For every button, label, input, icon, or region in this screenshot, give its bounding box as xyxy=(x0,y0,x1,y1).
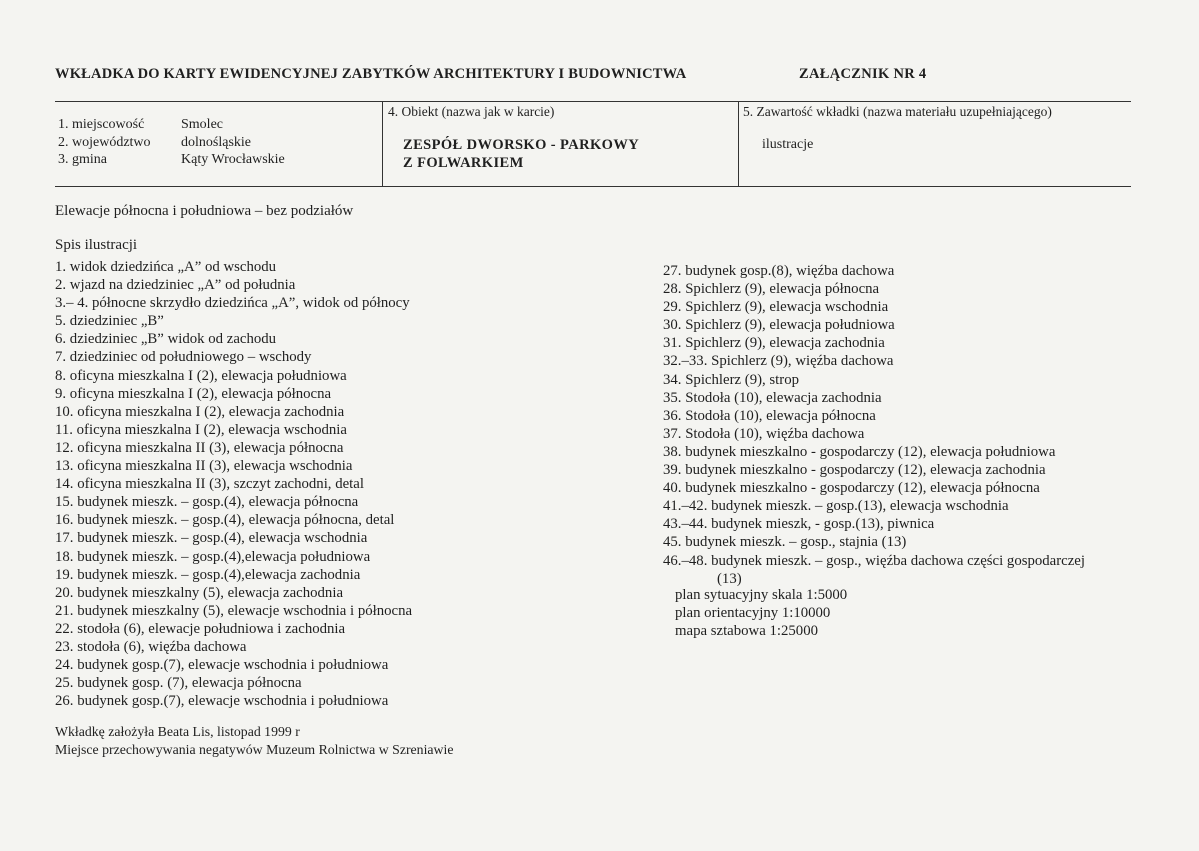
list-item: 24. budynek gosp.(7), elewacje wschodnia i południowa xyxy=(55,657,389,674)
object-name xyxy=(403,137,639,172)
document-title: WKŁADKA DO KARTY EWIDENCYJNEJ ZABYTKÓW ARCHITEKTURY I BUDOWNICTWA xyxy=(55,66,687,82)
content-label: 5. Zawartość wkładki (nazwa materiału uzupełniającego) xyxy=(743,104,1052,119)
list-item: 43.–44. budynek mieszk, - gosp.(13), piwnica xyxy=(663,516,935,533)
list-item: 36. Stodoła (10), elewacja północna xyxy=(663,407,876,424)
list-item: 6. dziedziniec „B” widok od zachodu xyxy=(55,331,277,348)
table-divider-2 xyxy=(738,101,739,187)
table-divider-1 xyxy=(382,101,383,187)
list-item: 15. budynek mieszk. – gosp.(4), elewacja północna xyxy=(55,494,359,511)
list-item: 40. budynek mieszkalno - gospodarczy (12), elewacja północna xyxy=(663,480,1040,497)
illustration-list-right xyxy=(663,262,1085,588)
illustration-list-left xyxy=(55,258,412,710)
list-item: 38. budynek mieszkalno - gospodarczy (12), elewacja południowa xyxy=(663,443,1056,460)
plan-item: mapa sztabowa 1:25000 xyxy=(675,623,818,640)
list-item: 46.–48. budynek mieszk. – gosp., więźba dachowa części gospodarczej xyxy=(663,552,1085,569)
list-item: 19. budynek mieszk. – gosp.(4),elewacja zachodnia xyxy=(55,566,361,583)
list-item: 35. Stodoła (10), elewacja zachodnia xyxy=(663,389,882,406)
list-item: 25. budynek gosp. (7), elewacja północna xyxy=(55,675,302,692)
list-item: 30. Spichlerz (9), elewacja południowa xyxy=(663,317,895,334)
plan-item: plan orientacyjny 1:10000 xyxy=(675,605,831,622)
info-label: 2. województwo xyxy=(58,134,151,150)
list-item: 12. oficyna mieszkalna II (3), elewacja północna xyxy=(55,439,344,456)
list-item: 9. oficyna mieszkalna I (2), elewacja północna xyxy=(55,385,332,402)
list-item: 7. dziedziniec od południowego – wschody xyxy=(55,349,312,366)
list-item: 18. budynek mieszk. – gosp.(4),elewacja południowa xyxy=(55,548,371,565)
list-item: 8. oficyna mieszkalna I (2), elewacja południowa xyxy=(55,367,347,384)
annex-label: ZAŁĄCZNIK NR 4 xyxy=(799,66,927,82)
elevations-note: Elewacje północna i południowa – bez podziałów xyxy=(55,203,354,219)
list-item: 22. stodoła (6), elewacje południowa i zachodnia xyxy=(55,620,346,637)
table-bottom-rule xyxy=(55,186,1131,187)
list-item: 11. oficyna mieszkalna I (2), elewacja wschodnia xyxy=(55,421,347,438)
table-top-rule xyxy=(55,101,1131,102)
list-item: 34. Spichlerz (9), strop xyxy=(663,371,800,388)
list-item: 26. budynek gosp.(7), elewacje wschodnia i południowa xyxy=(55,693,389,710)
list-item-continuation: (13) xyxy=(717,570,742,587)
list-item: 13. oficyna mieszkalna II (3), elewacja wschodnia xyxy=(55,458,353,475)
list-item: 31. Spichlerz (9), elewacja zachodnia xyxy=(663,335,885,352)
list-item: 28. Spichlerz (9), elewacja północna xyxy=(663,281,880,298)
list-item: 14. oficyna mieszkalna II (3), szczyt zachodni, detal xyxy=(55,476,364,493)
content-value: ilustracje xyxy=(762,137,814,152)
storage-note: Miejsce przechowywania negatywów Muzeum Rolnictwa w Szreniawie xyxy=(55,741,454,757)
list-item: 16. budynek mieszk. – gosp.(4), elewacja północna, detal xyxy=(55,512,395,529)
object-label: 4. Obiekt (nazwa jak w karcie) xyxy=(388,104,555,119)
list-item: 29. Spichlerz (9), elewacja wschodnia xyxy=(663,299,889,316)
object-name-line: ZESPÓŁ DWORSKO - PARKOWY xyxy=(403,137,640,153)
list-item: 3.– 4. północne skrzydło dziedzińca „A”, widok od północy xyxy=(55,295,410,312)
list-item: 23. stodoła (6), więźba dachowa xyxy=(55,638,247,655)
list-item: 10. oficyna mieszkalna I (2), elewacja zachodnia xyxy=(55,403,345,420)
footer-notes xyxy=(55,723,453,758)
list-item: 39. budynek mieszkalno - gospodarczy (12), elewacja zachodnia xyxy=(663,462,1046,479)
list-item: 1. widok dziedzińca „A” od wschodu xyxy=(55,259,277,275)
list-item: 37. Stodoła (10), więźba dachowa xyxy=(663,425,865,442)
object-name-line: Z FOLWARKIEM xyxy=(403,154,524,171)
list-item: 41.–42. budynek mieszk. – gosp.(13), elewacja wschodnia xyxy=(663,498,1009,515)
list-item: 5. dziedziniec „B” xyxy=(55,313,164,330)
plan-item: plan sytuacyjny skala 1:5000 xyxy=(675,587,848,603)
list-item: 27. budynek gosp.(8), więźba dachowa xyxy=(663,263,895,279)
info-value: Smolec xyxy=(181,117,223,132)
list-title: Spis ilustracji xyxy=(55,237,138,253)
list-item: 17. budynek mieszk. – gosp.(4), elewacja wschodnia xyxy=(55,530,368,547)
plans-list xyxy=(675,586,847,640)
list-item: 32.–33. Spichlerz (9), więźba dachowa xyxy=(663,353,894,370)
info-label: 1. miejscowość xyxy=(58,117,145,132)
list-item: 20. budynek mieszkalny (5), elewacja zachodnia xyxy=(55,584,344,601)
info-label: 3. gmina xyxy=(58,152,107,167)
info-value: dolnośląskie xyxy=(181,134,251,150)
author-note: Wkładkę założyła Beata Lis, listopad 1999 r xyxy=(55,724,300,739)
list-item: 21. budynek mieszkalny (5), elewacje wschodnia i północna xyxy=(55,602,413,619)
list-item: 45. budynek mieszk. – gosp., stajnia (13) xyxy=(663,534,907,551)
info-value: Kąty Wrocławskie xyxy=(181,152,285,167)
list-item: 2. wjazd na dziedziniec „A” od południa xyxy=(55,277,296,294)
